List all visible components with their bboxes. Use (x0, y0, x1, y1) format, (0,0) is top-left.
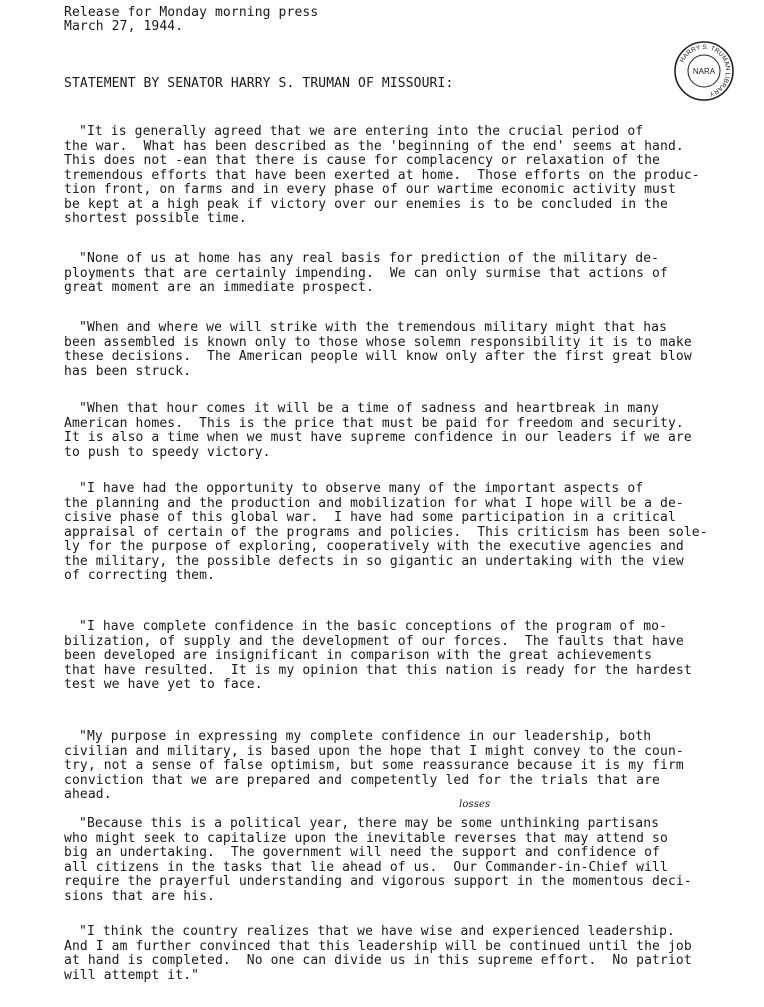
statement-heading: STATEMENT BY SENATOR HARRY S. TRUMAN OF MISSOURI: (64, 76, 454, 91)
handwritten-insertion: losses (459, 799, 491, 810)
statement-line: civilian and military, is based upon the hope that I might convey to the coun- (64, 743, 684, 759)
truman-library-stamp (673, 40, 735, 102)
stamp-center-text: NARA (692, 67, 716, 76)
statement-line: these decisions. The American people will know only after the first great blow (64, 349, 692, 364)
statement-line: will attempt it." (64, 967, 200, 983)
statement-line: ahead. (64, 787, 112, 802)
statement-line: "I have had the opportunity to observe many of the important aspects of (79, 481, 644, 496)
statement-line: appraisal of certain of the programs and policies. This criticism has been sole- (64, 524, 708, 540)
statement-line: to push to speedy victory. (64, 444, 271, 460)
statement-line: try, not a sense of false optimism, but some reassurance because it is my firm (64, 758, 684, 773)
statement-line: who might seek to capitalize upon the inevitable reverses that may attend so (64, 830, 668, 846)
statement-line: It is also a time when we must have supreme confidence in our leaders if we are (64, 430, 692, 445)
statement-line: test we have yet to face. (64, 677, 263, 692)
statement-line: the military, the possible defects in so gigantic an undertaking with the view (64, 553, 684, 569)
statement-line: been developed are insignificant in comparison with the great achievements (64, 648, 653, 663)
release-line-1: Release for Monday morning press (64, 5, 319, 20)
statement-line: been assembled is known only to those whose solemn responsibility it is to make (64, 334, 692, 350)
statement-line: American homes. This is the price that must be paid for freedom and security. (64, 415, 684, 431)
statement-line: "None of us at home has any real basis for prediction of the military de- (79, 251, 660, 266)
release-line-2: March 27, 1944. (64, 19, 184, 34)
statement-line: shortest possible time. (64, 211, 247, 226)
statement-line: "I think the country realizes that we have wise and experienced leadership. (79, 924, 675, 939)
statement-line: sions that are his. (64, 888, 215, 904)
statement-line: great moment are an immediate prospect. (64, 280, 374, 295)
statement-line: be kept at a high peak if victory over our enemies is to be concluded in the (64, 196, 668, 212)
statement-line: "I have complete confidence in the basic conceptions of the program of mo- (79, 619, 668, 634)
statement-line: "It is generally agreed that we are entering into the crucial period of (79, 124, 644, 139)
statement-line: of correcting them. (64, 568, 215, 583)
statement-line: This does not -ean that there is cause for complacency or relaxation of the (64, 153, 660, 168)
statement-line: tremendous efforts that have been exerted at home. Those efforts on the produc- (64, 167, 700, 183)
statement-line: "Because this is a political year, there may be some unthinking partisans (79, 816, 660, 831)
statement-line: at hand is completed. No one can divide us in this supreme effort. No patriot (64, 953, 692, 968)
statement-line: that have resulted. It is my opinion that this nation is ready for the hardest (64, 662, 692, 678)
statement-line: require the prayerful understanding and vigorous support in the momentous deci- (64, 874, 692, 889)
statement-line: has been struck. (64, 363, 192, 379)
statement-line: ployments that are certainly impending. We can only surmise that actions of (64, 265, 668, 281)
statement-line: cisive phase of this global war. I have had some participation in a critical (64, 510, 676, 525)
statement-line: "When and where we will strike with the tremendous military might that has (79, 320, 668, 335)
stamp-ring-text: HARRY S. TRUMAN LIBRARY (678, 43, 732, 98)
statement-line: ly for the purpose of exploring, cooperatively with the executive agencies and (64, 539, 684, 554)
statement-line: tion front, on farms and in every phase of our wartime economic activity must (64, 182, 676, 197)
statement-line: bilization, of supply and the development of our forces. The faults that have (64, 633, 684, 649)
statement-line: the war. What has been described as the 'beginning of the end' seems at hand. (64, 138, 684, 154)
statement-line: "My purpose in expressing my complete confidence in our leadership, both (79, 729, 652, 744)
statement-line: conviction that we are prepared and competently led for the trials that are (64, 772, 660, 788)
statement-line: "When that hour comes it will be a time of sadness and heartbreak in many (79, 401, 660, 416)
statement-line: all citizens in the tasks that lie ahead of us. Our Commander-in-Chief will (64, 859, 668, 875)
statement-line: And I am further convinced that this leadership will be continued until the job (64, 938, 692, 954)
statement-line: the planning and the production and mobilization for what I hope will be a de- (64, 495, 684, 511)
statement-line: big an undertaking. The government will need the support and confidence of (64, 845, 660, 860)
